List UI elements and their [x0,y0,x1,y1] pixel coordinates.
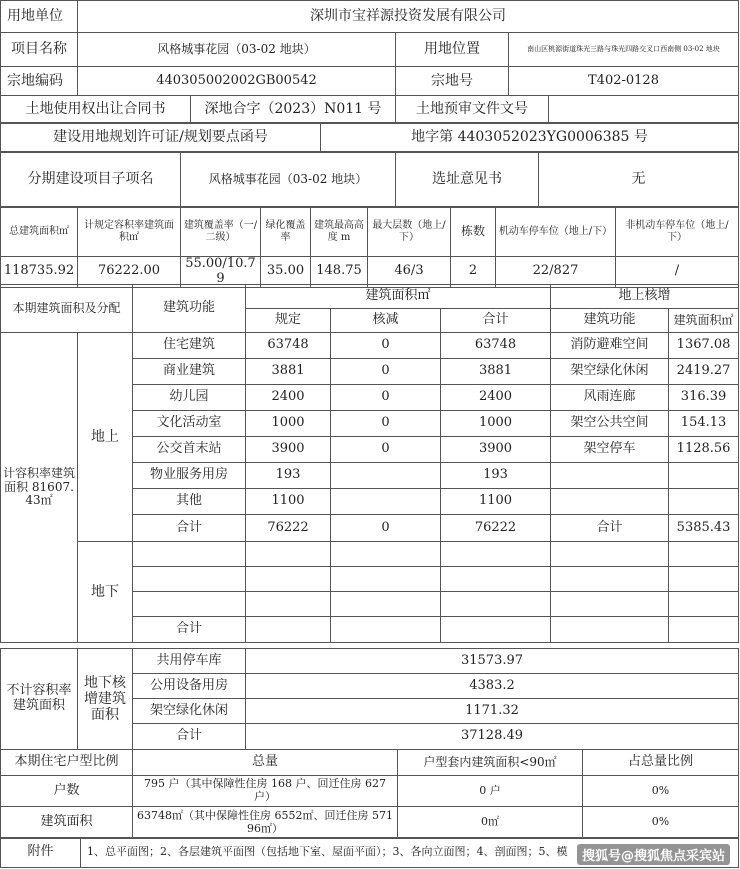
land-unit-label: 用地单位 [1,1,78,33]
total-header: 合计 [441,309,551,333]
indicator-header: 建筑最高高度 m [311,207,368,257]
empty-cell [551,617,669,643]
empty-cell [551,567,669,592]
empty-cell [331,542,441,567]
empty-cell [133,592,246,617]
empty-cell [441,542,551,567]
parcel-no-label: 宗地号 [396,67,509,96]
row-minus: 0 [331,411,441,437]
empty-cell [551,542,669,567]
row-spec: 3881 [246,359,331,385]
row-increase-function: 架空绿化休闲 [551,359,669,385]
site-opinion-value: 无 [539,152,739,208]
project-name-value: 风格城事花园（03-02 地块） [78,33,396,67]
row-increase-area [669,489,739,515]
row-function: 公交首末站 [133,437,246,463]
empty-cell [441,567,551,592]
header-table [0,0,739,96]
indicator-header: 计规定容积率建筑面积㎡ [78,207,181,257]
indicator-value: 76222.00 [78,257,181,288]
parcel-code-value: 440305002002GB00542 [78,67,396,96]
empty-cell [669,542,739,567]
row-function: 其他 [133,489,246,515]
contract-value: 深地合字（2023）N011 号 [191,96,396,124]
empty-cell [246,592,331,617]
row-total: 1100 [441,489,551,515]
empty-cell [331,617,441,643]
row-function: 住宅建筑 [133,333,246,359]
row-increase-area: 316.39 [669,385,739,411]
row-increase-function: 架空公共空间 [551,411,669,437]
watermark: 搜狐号@搜狐焦点采宾站 [577,844,730,865]
parcel-no-value: T402-0128 [509,67,739,96]
row-spec: 1100 [246,489,331,515]
area-section-label: 本期建筑面积及分配 [1,285,133,333]
below-total-label: 合计 [133,617,246,643]
housing-small-header: 户型套内建筑面积<90㎡ [398,750,583,776]
area-total: 63748㎡（其中保障性住房 6552㎡、回迁住房 57196㎡） [133,807,398,839]
row-function: 物业服务用房 [133,463,246,489]
indicator-header: 建筑覆盖率（一/二级） [181,207,261,257]
row-increase-function [551,489,669,515]
attachment-value: 1、总平面图；2、各层建筑平面图（包括地下室、屋面平面）；3、各向立面图；4、剖面图；5、模 [81,838,739,868]
non-far-function: 合计 [133,724,246,750]
empty-cell [133,542,246,567]
phase-value: 风格城事花园（03-02 地块） [181,152,396,208]
housing-table [0,749,739,839]
row-minus [331,489,441,515]
row-increase-area: 2419.27 [669,359,739,385]
row-spec: 193 [246,463,331,489]
permit-value: 地字第 4403052023YG0006385 号 [321,123,739,153]
empty-cell [133,567,246,592]
non-far-function: 公用设备用房 [133,674,246,699]
row-function: 文化活动室 [133,411,246,437]
underground-increase-label: 地下核增建筑面积 [78,649,133,750]
row-minus: 0 [331,333,441,359]
row-increase-area: 154.13 [669,411,739,437]
indicator-value: 46/3 [368,257,451,288]
indicator-header: 总建筑面积㎡ [1,207,78,257]
spec-header: 规定 [246,309,331,333]
row-increase-area: 5385.43 [669,515,739,542]
project-name-label: 项目名称 [1,33,78,67]
row-increase-area: 1367.08 [669,333,739,359]
above-ground-label: 地上 [78,333,133,542]
increase-area-header: 建筑面积㎡ [669,309,739,333]
empty-cell [331,567,441,592]
indicator-header: 机动车停车位（地上/下） [496,207,616,257]
precheck-value [549,96,739,124]
empty-cell [441,592,551,617]
land-unit-value: 深圳市宝祥源投资发展有限公司 [78,1,739,33]
land-location-value: 南山区桃源街道珠光三路与珠光四路交叉口西南侧 03-02 地块 [509,33,739,67]
land-location-label: 用地位置 [396,33,509,67]
empty-cell [246,617,331,643]
area-group-header: 建筑面积㎡ [246,285,551,309]
precheck-label: 土地预审文件文号 [396,96,549,124]
area-label: 建筑面积 [1,807,133,839]
increase-header: 地上核增 [551,285,739,309]
households-small: 0 户 [398,776,583,807]
row-increase-area: 1128.56 [669,437,739,463]
empty-cell [441,617,551,643]
row-spec: 1000 [246,411,331,437]
contract-label: 土地使用权出让合同书 [1,96,191,124]
indicator-value: 2 [451,257,496,288]
households-total: 795 户（其中保障性住房 168 户、回迁住房 627 户） [133,776,398,807]
empty-cell [551,592,669,617]
households-label: 户数 [1,776,133,807]
indicator-value: 118735.92 [1,257,78,288]
increase-function-header: 建筑功能 [551,309,669,333]
row-total: 2400 [441,385,551,411]
row-total: 63748 [441,333,551,359]
area-table [0,284,739,643]
empty-cell [246,567,331,592]
row-spec: 76222 [246,515,331,542]
empty-cell [669,592,739,617]
permit-label: 建设用地规划许可证/规划要点函号 [1,123,321,153]
indicator-header: 非机动车停车位（地上/下） [616,207,739,257]
row-total: 1000 [441,411,551,437]
row-spec: 63748 [246,333,331,359]
row-function: 合计 [133,515,246,542]
row-total: 76222 [441,515,551,542]
row-minus [331,463,441,489]
row-minus: 0 [331,515,441,542]
area-small: 0㎡ [398,807,583,839]
indicator-value: 35.00 [261,257,311,288]
housing-total-header: 总量 [133,750,398,776]
row-increase-area [669,463,739,489]
empty-cell [669,567,739,592]
row-total: 193 [441,463,551,489]
row-spec: 2400 [246,385,331,411]
non-far-value: 4383.2 [246,674,739,699]
attachment-label: 附件 [1,838,81,868]
below-ground-label: 地下 [78,542,133,643]
empty-cell [331,592,441,617]
row-increase-function: 架空停车 [551,437,669,463]
indicators-table [0,206,739,288]
empty-cell [246,542,331,567]
indicator-value: 55.00/10.79 [181,257,261,288]
housing-ratio-header: 占总量比例 [583,750,739,776]
row-function: 商业建筑 [133,359,246,385]
row-minus: 0 [331,359,441,385]
households-ratio: 0% [583,776,739,807]
indicator-header: 栋数 [451,207,496,257]
row-spec: 3900 [246,437,331,463]
housing-title: 本期住宅户型比例 [1,750,133,776]
row-minus: 0 [331,385,441,411]
contract-table [0,95,739,124]
empty-cell [669,617,739,643]
parcel-code-label: 宗地编码 [1,67,78,96]
minus-header: 核减 [331,309,441,333]
row-increase-function [551,463,669,489]
permit-table [0,122,739,153]
non-far-function: 架空绿化休闲 [133,699,246,724]
non-far-value: 37128.49 [246,724,739,750]
area-ratio: 0% [583,807,739,839]
indicator-value: 22/827 [496,257,616,288]
indicator-value: 148.75 [311,257,368,288]
non-far-value: 1171.32 [246,699,739,724]
non-far-function: 共用停车库 [133,649,246,674]
row-function: 幼儿园 [133,385,246,411]
site-opinion-label: 选址意见书 [396,152,539,208]
row-total: 3900 [441,437,551,463]
row-increase-function: 风雨连廊 [551,385,669,411]
indicator-header: 绿化覆盖率 [261,207,311,257]
far-area-label: 计容积率建筑面积 81607.43㎡ [1,333,78,643]
row-minus: 0 [331,437,441,463]
row-total: 3881 [441,359,551,385]
phase-table [0,151,739,208]
row-increase-function: 消防避难空间 [551,333,669,359]
indicator-header: 最大层数（地上/下） [368,207,451,257]
non-far-value: 31573.97 [246,649,739,674]
phase-label: 分期建设项目子项名 [1,152,181,208]
function-header: 建筑功能 [133,285,246,333]
row-increase-function: 合计 [551,515,669,542]
indicator-value: / [616,257,739,288]
non-far-table [0,648,739,750]
non-far-label: 不计容积率建筑面积 [1,649,78,750]
